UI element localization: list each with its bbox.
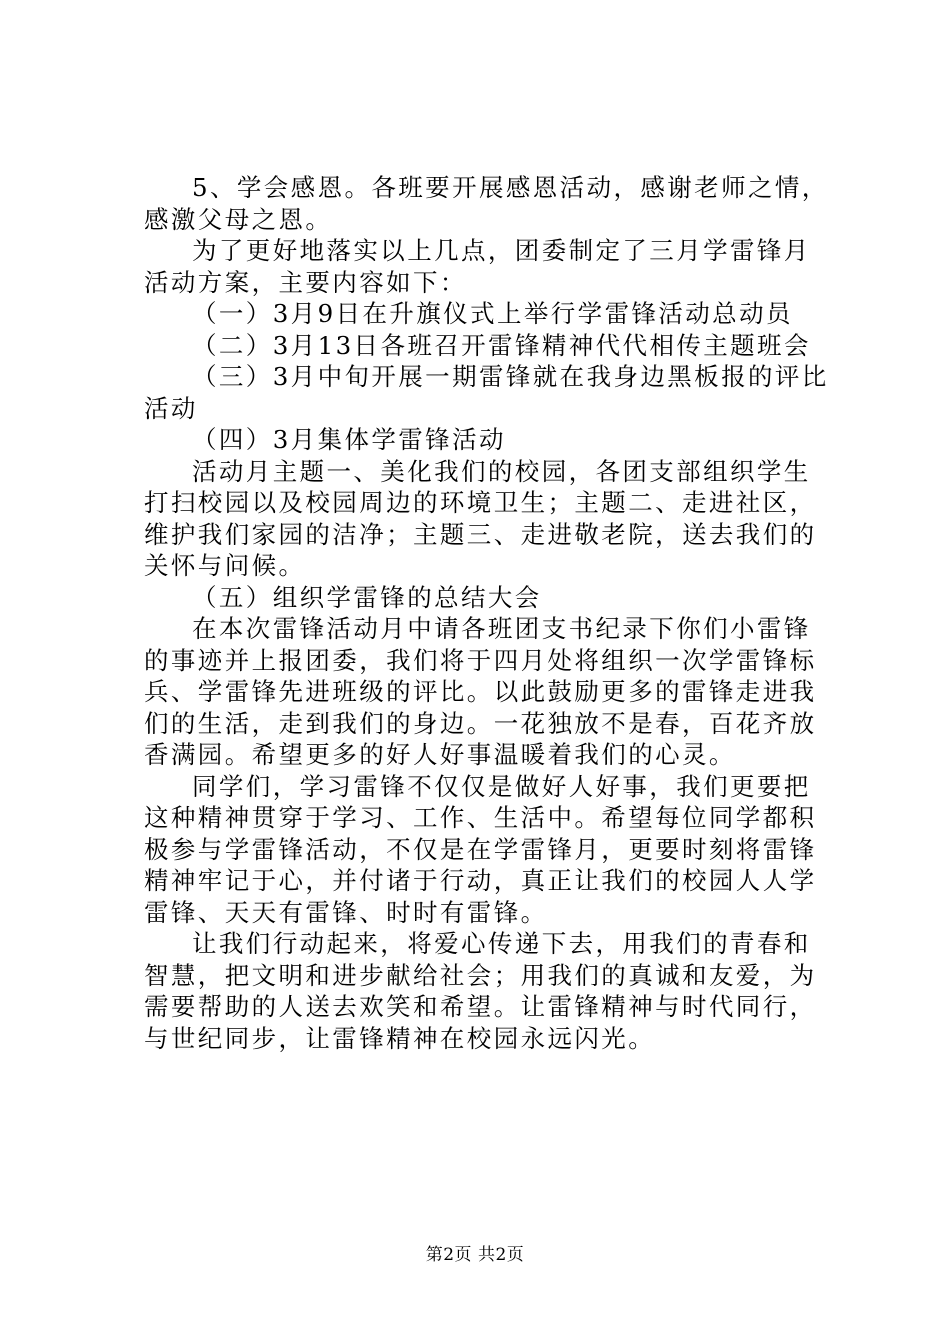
paragraph-item-5: （五）组织学雷锋的总结大会 <box>192 582 542 612</box>
paragraph-item-3: （三）3月中旬开展一期雷锋就在我身边黑板报的评比活动 <box>144 362 829 423</box>
paragraph-records: 在本次雷锋活动月中请各班团支书纪录下你们小雷锋的事迹并上报团委，我们将于四月处将组织一次学雷锋标兵、学雷锋先进班级的评比。以此鼓励更多的雷锋走进我们的生活，走到我们的身边。一花独放不是春，百花齐放香满园。希望更多的好人好事温暖着我们的心灵。 <box>144 614 817 769</box>
paragraph-item-2: （二）3月13日各班召开雷锋精神代代相传主题班会 <box>192 330 811 360</box>
document-body <box>144 172 834 1054</box>
page-number-footer: 第2页 共2页 <box>425 1245 525 1265</box>
paragraph-activity-themes: 活动月主题一、美化我们的校园，各团支部组织学生打扫校园以及校园周边的环境卫生；主题二、走进社区，维护我们家园的洁净；主题三、走进敬老院，送去我们的关怀与问候。 <box>144 456 817 580</box>
paragraph-plan-intro: 为了更好地落实以上几点，团委制定了三月学雷锋月活动方案，主要内容如下： <box>144 236 811 297</box>
paragraph-gratitude: 5、学会感恩。各班要开展感恩活动，感谢老师之情，感激父母之恩。 <box>144 173 829 234</box>
paragraph-item-1: （一）3月9日在升旗仪式上举行学雷锋活动总动员 <box>192 299 793 328</box>
paragraph-call-to-action: 让我们行动起来，将爱心传递下去，用我们的青春和智慧，把文明和进步献给社会；用我们的真诚和友爱，为需要帮助的人送去欢笑和希望。让雷锋精神与时代同行，与世纪同步，让雷锋精神在校园永远闪光。 <box>144 929 817 1053</box>
paragraph-classmates: 同学们，学习雷锋不仅仅是做好人好事，我们更要把这种精神贯穿于学习、工作、生活中。希望每位同学都积极参与学雷锋活动，不仅是在学雷锋月，更要时刻将雷锋精神牢记于心，并付诸于行动，真正让我们的校园人人学雷锋、天天有雷锋、时时有雷锋。 <box>144 771 817 927</box>
paragraph-item-4: （四）3月集体学雷锋活动 <box>192 425 506 454</box>
